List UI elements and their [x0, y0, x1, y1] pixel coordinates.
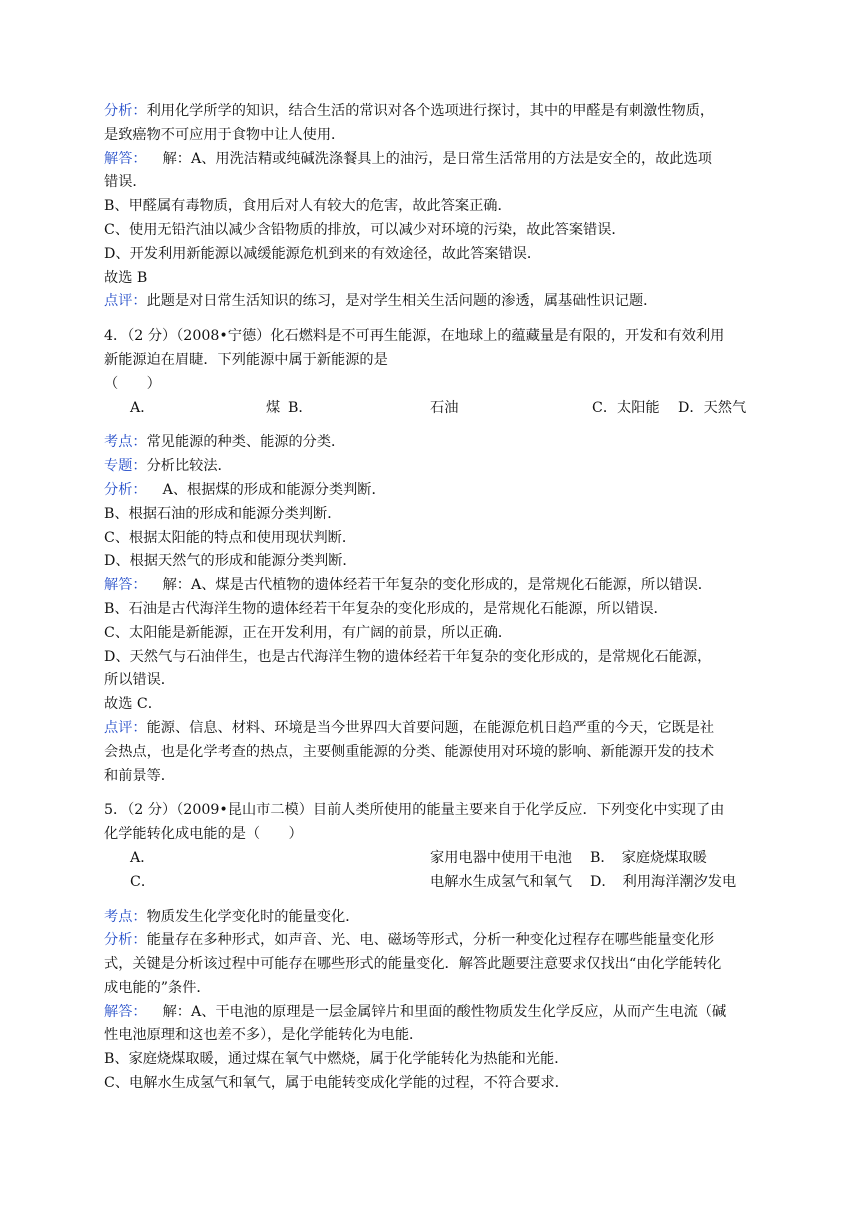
q5-answer-line: [104, 1001, 764, 1025]
q4-analysis-text: C、根据太阳能的特点和使用现状判断．: [104, 529, 357, 546]
comment-label: 点评：: [104, 719, 147, 736]
q5-kaodian-text: 物质发生化学变化时的能量变化．: [146, 908, 360, 925]
comment-label: 点评：: [104, 293, 147, 310]
q4-stem-text: 新能源迫在眉睫．下列能源中属于新能源的是: [104, 351, 388, 368]
q5-answer-text: 解：A、干电池的原理是一层金属锌片和里面的酸性物质发生化学反应，从而产生电流（碱: [162, 1003, 727, 1020]
document-page: [104, 100, 764, 1096]
q4-stem-line: [104, 373, 764, 397]
q3-answer-line: [104, 148, 764, 172]
q3-comment-line: [104, 290, 764, 314]
q5-option-c-letter: C．: [130, 873, 156, 890]
q4-option-b-text: 石油: [430, 399, 459, 416]
kaodian-label: 考点：: [104, 434, 147, 451]
q5-kaodian-line: [104, 906, 764, 930]
q4-analysis-line: [104, 550, 764, 574]
kaodian-label: 考点：: [104, 908, 147, 925]
analysis-label: 分析：: [104, 932, 147, 949]
q3-analysis-text: 利用化学所学的知识，结合生活的常识对各个选项进行探讨，其中的甲醛是有刺激性物质，: [146, 103, 715, 119]
q5-option-d: D． 利用海洋潮汐发电: [590, 873, 737, 890]
q3-answer-text: C、使用无铅汽油以减少含铅物质的排放，可以减少对环境的污染，故此答案错误．: [104, 221, 626, 238]
q4-stem-text: 4．（2 分）（2008•宁德）化石燃料是不可再生能源，在地球上的蕴藏量是有限的，开发和有效利用: [104, 328, 725, 345]
q4-answer-line: [104, 693, 764, 717]
q3-answer-text: 故选 B: [104, 269, 148, 286]
q5-option-c-text: 电解水生成氢气和氧气: [430, 873, 572, 890]
q4-comment-line: [104, 717, 764, 741]
q4-option-a-letter: A．: [130, 399, 155, 416]
q4-option-a-text: 煤: [266, 399, 281, 416]
q5-answer-text: C、电解水生成氢气和氧气，属于电能转变成化学能的过程，不符合要求．: [104, 1075, 569, 1092]
q4-answer-line: [104, 598, 764, 622]
q3-answer-text: 错误．: [104, 174, 147, 191]
q4-zhuanti-line: [104, 455, 764, 479]
q5-option-a-text: 家用电器中使用干电池: [430, 849, 572, 866]
q3-answer-line: [104, 195, 764, 219]
q5-option-a-letter: A．: [130, 849, 155, 866]
q4-comment-line: [104, 741, 764, 765]
q5-analysis-text: 成电能的”条件．: [104, 979, 211, 996]
q4-option-d: D．天然气: [678, 399, 747, 416]
q5-stem-line: [104, 823, 764, 847]
q4-answer-line: [104, 646, 764, 670]
q5-analysis-text: 能量存在多种形式，如声音、光、电、磁场等形式，分析一种变化过程存在哪些能量变化形: [146, 932, 715, 949]
q4-answer-text: 解：A、煤是古代植物的遗体经若干年复杂的变化形成的，是常规化石能源，所以错误．: [162, 577, 712, 594]
q5-stem-text: 5．（2 分）（2009•昆山市二模）目前人类所使用的能量主要来自于化学反应．下列变化中实现了由: [104, 802, 725, 819]
q3-answer-line: [104, 171, 764, 195]
q4-kaodian-line: [104, 431, 764, 455]
q5-option-b: B． 家庭烧煤取暖: [590, 849, 707, 866]
q4-analysis-line: [104, 479, 764, 503]
q4-stem-line: [104, 349, 764, 373]
q4-option-b-letter: B．: [288, 399, 313, 416]
q5-answer-line: [104, 1072, 764, 1096]
q3-comment-text: 此题是对日常生活知识的练习，是对学生相关生活问题的渗透，属基础性识记题．: [146, 293, 658, 310]
answer-label: 解答：: [104, 1003, 147, 1020]
analysis-label: 分析：: [104, 103, 147, 119]
answer-label: 解答：: [104, 150, 147, 167]
q3-answer-line: [104, 219, 764, 243]
q4-comment-text: 和前景等．: [104, 767, 175, 784]
q3-answer-text: D、开发利用新能源以减缓能源危机到来的有效途径，故此答案错误．: [104, 245, 542, 262]
q4-answer-text: C、太阳能是新能源，正在开发利用，有广阔的前景，所以正确．: [104, 624, 513, 641]
q4-zhuanti-text: 分析比较法．: [146, 458, 232, 475]
q4-analysis-line: [104, 527, 764, 551]
q4-stem-line: [104, 325, 764, 349]
q5-analysis-line: [104, 953, 764, 977]
q5-analysis-text: 式，关键是分析该过程中可能存在哪些形式的能量变化．解答此题要注意要求仅找出“由化学能转化: [104, 956, 722, 973]
answer-label: 解答：: [104, 577, 147, 594]
q4-analysis-text: A、根据煤的形成和能源分类判断．: [162, 481, 386, 498]
q4-options-row: [104, 397, 764, 421]
q5-stem-text: 化学能转化成电能的是（ ）: [104, 826, 303, 843]
q3-analysis-line: [104, 100, 764, 124]
q4-answer-line: [104, 669, 764, 693]
q5-answer-text: 性电池原理和这也差不多），是化学能转化为电能．: [104, 1027, 424, 1044]
q4-answer-blank: （ ）: [104, 375, 161, 392]
zhuanti-label: 专题：: [104, 458, 147, 475]
q5-options-row: [104, 847, 764, 871]
q5-analysis-line: [104, 977, 764, 1001]
q4-answer-text: 故选 C．: [104, 696, 162, 713]
q5-answer-text: B、家庭烧煤取暖，通过煤在氧气中燃烧，属于化学能转化为热能和光能．: [104, 1051, 569, 1068]
q4-analysis-text: B、根据石油的形成和能源分类判断．: [104, 505, 342, 522]
q4-analysis-text: D、根据天然气的形成和能源分类判断．: [104, 553, 357, 570]
q4-analysis-line: [104, 503, 764, 527]
q5-answer-line: [104, 1024, 764, 1048]
q4-comment-line: [104, 765, 764, 789]
q4-answer-text: B、石油是古代海洋生物的遗体经若干年复杂的变化形成的，是常规化石能源，所以错误．: [104, 600, 668, 617]
q3-answer-text: 解：A、用洗洁精或纯碱洗涤餐具上的油污，是日常生活常用的方法是安全的，故此选项: [162, 150, 712, 167]
q4-answer-line: [104, 622, 764, 646]
q3-analysis-line: [104, 124, 764, 148]
q5-options-row: [104, 871, 764, 895]
q3-analysis-text: 是致癌物不可应用于食物中让人使用．: [104, 126, 346, 143]
q5-stem-line: [104, 799, 764, 823]
q4-answer-line: [104, 574, 764, 598]
q4-comment-text: 会热点，也是化学考查的热点，主要侧重能源的分类、能源使用对环境的影响、新能源开发的技术: [104, 743, 715, 760]
q4-kaodian-text: 常见能源的种类、能源的分类．: [146, 434, 346, 451]
q3-answer-line: [104, 267, 764, 291]
q5-analysis-line: [104, 929, 764, 953]
q3-answer-text: B、甲醛属有毒物质，食用后对人有较大的危害，故此答案正确．: [104, 198, 512, 215]
q4-answer-text: D、天然气与石油伴生，也是古代海洋生物的遗体经若干年复杂的变化形成的，是常规化石能源，: [104, 648, 712, 665]
analysis-label: 分析：: [104, 481, 147, 498]
q4-option-c: C．太阳能: [592, 399, 660, 416]
q5-answer-line: [104, 1048, 764, 1072]
q4-answer-text: 所以错误．: [104, 672, 175, 689]
q3-answer-line: [104, 243, 764, 267]
q4-comment-text: 能源、信息、材料、环境是当今世界四大首要问题，在能源危机日趋严重的今天，它既是社: [146, 719, 715, 736]
